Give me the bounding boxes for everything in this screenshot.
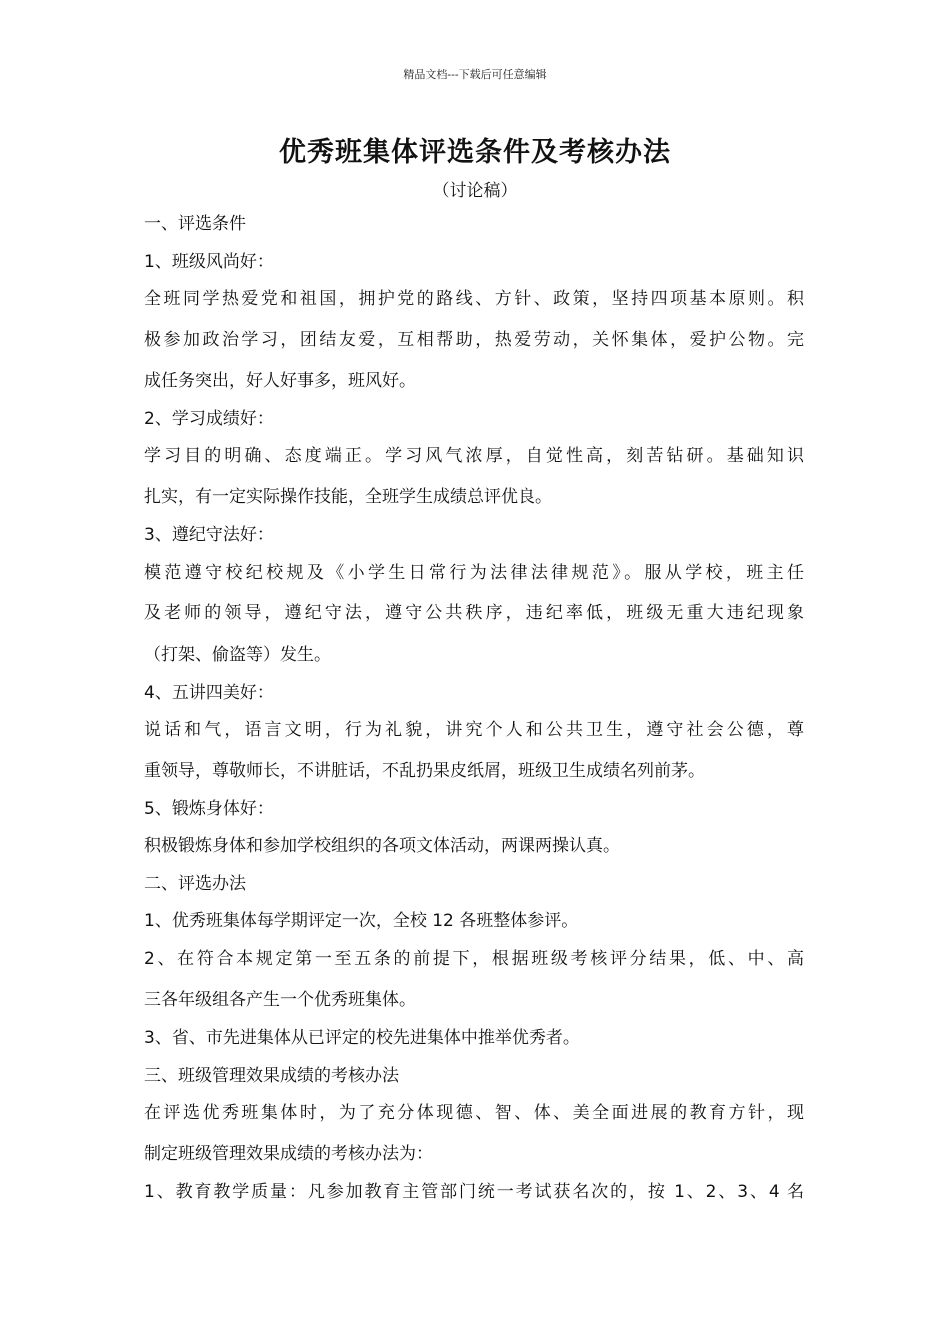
- paragraph-line: 重领导，尊敬师长，不讲脏话，不乱扔果皮纸屑，班级卫生成绩名列前茅。: [144, 761, 705, 781]
- paragraph-line: 说话和气，语言文明，行为礼貌，讲究个人和公共卫生，遵守社会公德，尊: [144, 720, 804, 740]
- item-heading: 1、班级风尚好：: [144, 252, 274, 272]
- paragraph-line: 1、教育教学质量：凡参加教育主管部门统一考试获名次的，按 1、2、3、4 名: [144, 1182, 804, 1202]
- document-subtitle: （讨论稿）: [432, 181, 518, 201]
- paragraph-line: 制定班级管理效果成绩的考核办法为：: [144, 1144, 433, 1164]
- item-heading: 5、锻炼身体好：: [144, 799, 274, 819]
- paragraph-line: 3、省、市先进集体从已评定的校先进集体中推举优秀者。: [144, 1028, 580, 1048]
- paragraph-line: 积极锻炼身体和参加学校组织的各项文体活动，两课两操认真。: [144, 836, 620, 856]
- paragraph-line: 2、在符合本规定第一至五条的前提下，根据班级考核评分结果，低、中、高: [144, 949, 804, 969]
- page-header: 精品文档---下载后可任意编辑: [403, 68, 547, 81]
- paragraph-line: 及老师的领导，遵纪守法，遵守公共秩序，违纪率低，班级无重大违纪现象: [144, 603, 804, 623]
- section-heading: 一、评选条件: [144, 214, 246, 234]
- paragraph-line: 在评选优秀班集体时，为了充分体现德、智、体、美全面进展的教育方针，现: [144, 1103, 804, 1123]
- paragraph-line: 模范遵守校纪校规及《小学生日常行为法律法律规范》。服从学校，班主任: [144, 563, 804, 583]
- paragraph-line: 学习目的明确、态度端正。学习风气浓厚，自觉性高，刻苦钻研。基础知识: [144, 446, 804, 466]
- paragraph-line: 成任务突出，好人好事多，班风好。: [144, 371, 416, 391]
- section-heading: 三、班级管理效果成绩的考核办法: [144, 1066, 399, 1086]
- paragraph-line: 扎实，有一定实际操作技能，全班学生成绩总评优良。: [144, 487, 552, 507]
- paragraph-line: （打架、偷盗等）发生。: [144, 645, 331, 665]
- paragraph-line: 全班同学热爱党和祖国，拥护党的路线、方针、政策，坚持四项基本原则。积: [144, 289, 804, 309]
- item-heading: 4、五讲四美好：: [144, 683, 274, 703]
- document-title: 优秀班集体评选条件及考核办法: [279, 137, 671, 168]
- paragraph-line: 三各年级组各产生一个优秀班集体。: [144, 990, 416, 1010]
- section-heading: 二、评选办法: [144, 874, 246, 894]
- item-heading: 3、遵纪守法好：: [144, 525, 274, 545]
- paragraph-line: 极参加政治学习，团结友爱，互相帮助，热爱劳动，关怀集体，爱护公物。完: [144, 330, 804, 350]
- paragraph-line: 1、优秀班集体每学期评定一次，全校 12 各班整体参评。: [144, 911, 579, 931]
- item-heading: 2、学习成绩好：: [144, 409, 274, 429]
